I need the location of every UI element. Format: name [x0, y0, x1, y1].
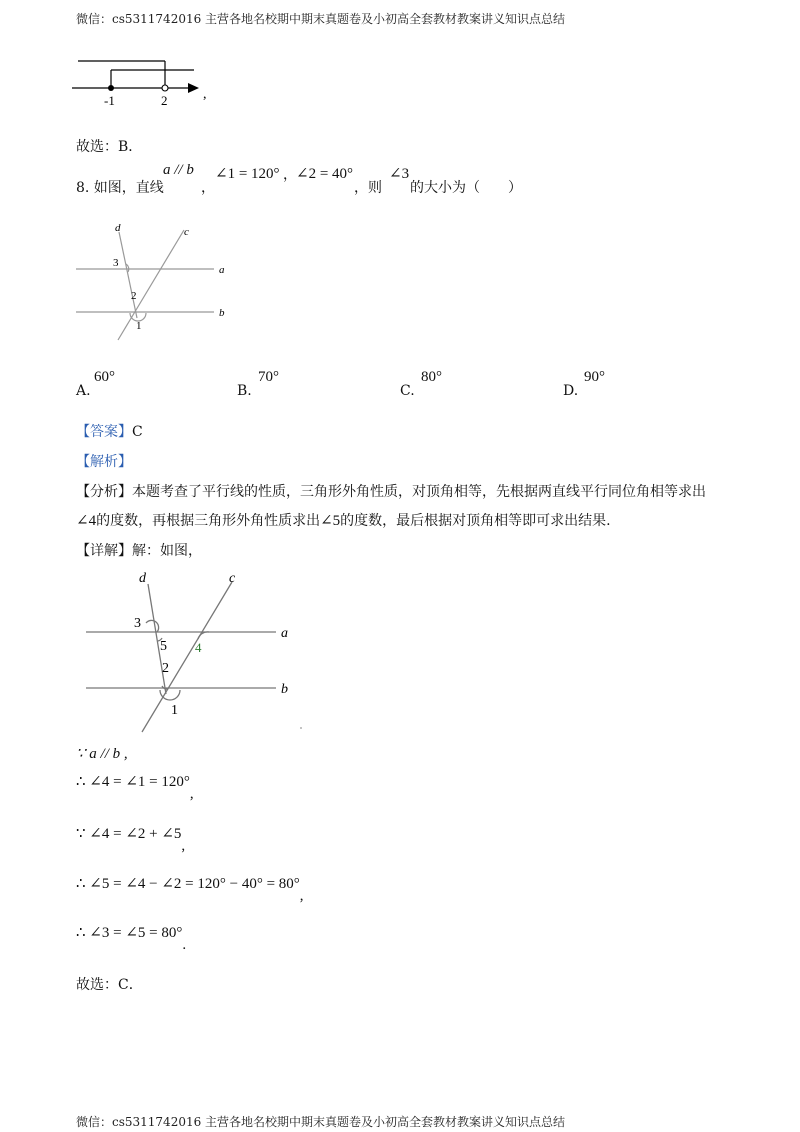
- step-4-main: ∴ ∠5 = ∠4 − ∠2 = 120° − 40° = 80°: [76, 876, 300, 892]
- question-comma-2: ，: [283, 167, 297, 183]
- label-a: a: [281, 626, 288, 641]
- number-line-comma: ,: [203, 87, 207, 102]
- open-point: [162, 85, 168, 91]
- angle-3-arc: [146, 620, 159, 632]
- filled-point: [108, 85, 114, 91]
- number-line-figure: [66, 52, 226, 110]
- number-line-label-left: -1: [104, 93, 115, 108]
- analysis-label-text: 【解析】: [76, 454, 132, 470]
- fenxi-text-2a: 的度数，再根据三角形外角性质求出: [96, 513, 321, 529]
- question-mid: ，则: [354, 180, 382, 196]
- angle-1-arc: [160, 690, 180, 700]
- label-b: b: [219, 307, 225, 319]
- question-parallel: a // b: [163, 162, 194, 178]
- answer-value: C: [132, 424, 143, 440]
- line-d: [119, 232, 137, 318]
- step-1: [76, 744, 128, 763]
- question-suffix: 的大小为（ ）: [410, 180, 522, 196]
- option-a-letter: A.: [76, 383, 91, 399]
- step-4: [76, 874, 304, 904]
- stray-dot: [300, 727, 302, 729]
- label-angle-4: 4: [195, 640, 202, 655]
- page-footer: 微信：cs5311742016 主营各地名校期中期末真题卷及小初高全套教材教案讲义知识点总结: [76, 1115, 566, 1129]
- page-header: 微信：cs5311742016 主营各地名校期中期末真题卷及小初高全套教材教案讲义知识点总结: [76, 12, 566, 26]
- step-2-main: ∴ ∠4 = ∠1 = 120°: [76, 774, 190, 790]
- label-angle-1: 1: [171, 703, 178, 718]
- label-angle-5: 5: [160, 639, 167, 654]
- step-5-main: ∴ ∠3 = ∠5 = 80°: [76, 925, 183, 941]
- analysis-label: [76, 451, 132, 471]
- arrow-right-icon: [188, 83, 199, 93]
- step-4-tail: ,: [299, 888, 304, 904]
- option-b-letter: B.: [237, 383, 252, 399]
- step-3: [76, 824, 186, 854]
- label-angle-2: 2: [162, 661, 169, 676]
- option-d-letter: D.: [563, 383, 579, 399]
- option-a-value: 60°: [94, 369, 115, 385]
- option-b-value: 70°: [258, 369, 279, 385]
- detail-label: 【详解】: [76, 543, 132, 559]
- step-5-tail: .: [182, 937, 187, 953]
- question-figure: [66, 218, 246, 348]
- conclusion: 故选：C．: [76, 977, 143, 993]
- question-angle-1: ∠1 = 120°: [215, 166, 280, 182]
- solution-figure: [76, 566, 316, 736]
- label-c: c: [229, 571, 236, 586]
- line-c: [118, 230, 184, 340]
- step-1-main: ∵ a // b ,: [76, 746, 128, 762]
- fenxi-text-2b: 的度数，最后根据对顶角相等即可求出结果.: [340, 513, 611, 529]
- line-c: [142, 582, 232, 732]
- step-3-tail: ,: [181, 838, 186, 854]
- option-c-letter: C.: [400, 383, 415, 399]
- step-3-main: ∵ ∠4 = ∠2 + ∠5: [76, 826, 182, 842]
- fenxi-line-2: [76, 510, 611, 530]
- label-angle-2: 2: [131, 290, 137, 302]
- step-2: [76, 772, 194, 802]
- question-comma-1: ，: [201, 180, 215, 196]
- fenxi-angle-4: ∠4: [76, 513, 97, 529]
- question-angle-2: ∠2 = 40°: [296, 166, 354, 182]
- label-a: a: [219, 264, 225, 276]
- step-5: [76, 923, 187, 953]
- fenxi-text-1: 本题考查了平行线的性质，三角形外角性质，对顶角相等，先根据两直线平行同位角相等求出: [132, 484, 706, 500]
- fenxi-label: 【分析】: [76, 484, 132, 500]
- answer-line: [76, 421, 143, 441]
- previous-answer: 故选：B．: [76, 139, 143, 155]
- label-d: d: [115, 222, 121, 234]
- label-c: c: [184, 226, 189, 238]
- angle-4-arc: [198, 632, 209, 639]
- fenxi-line-1: [76, 481, 706, 501]
- answer-label: 【答案】: [76, 424, 132, 440]
- label-angle-3: 3: [113, 257, 119, 269]
- label-angle-1: 1: [136, 320, 142, 332]
- option-d-value: 90°: [584, 369, 605, 385]
- fenxi-angle-5: ∠5: [320, 513, 341, 529]
- label-b: b: [281, 682, 288, 697]
- label-angle-3: 3: [134, 616, 141, 631]
- step-2-tail: ,: [189, 786, 194, 802]
- number-line-label-right: 2: [161, 93, 168, 108]
- detail-text: 解：如图，: [132, 543, 202, 559]
- question-prefix: 8. 如图，直线: [76, 180, 164, 196]
- question-angle-3: ∠3: [389, 166, 410, 182]
- option-c-value: 80°: [421, 369, 442, 385]
- label-d: d: [139, 571, 146, 586]
- detail-line: [76, 540, 202, 560]
